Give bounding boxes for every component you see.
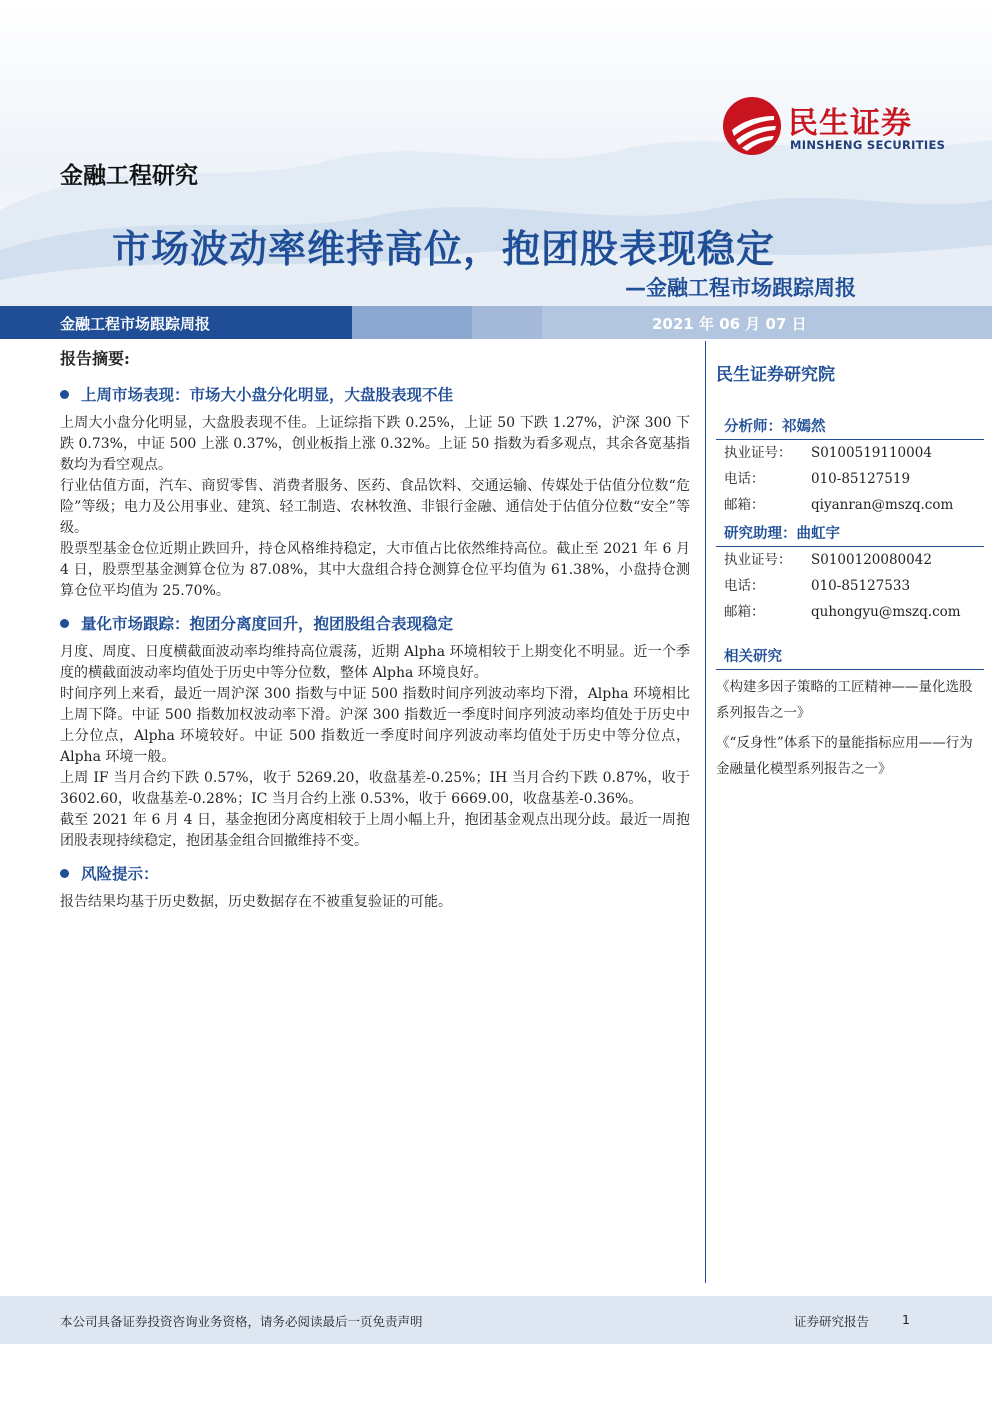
report-series-name: 金融工程市场跟踪周报 <box>60 315 211 333</box>
related-research-item[interactable]: 《构建多因子策略的工匠精神——量化选股系列报告之一》 <box>716 679 973 721</box>
logo-english-name: MINSHENG SECURITIES <box>790 138 946 152</box>
institute-name: 民生证券研究院 <box>716 365 835 385</box>
analyst-email-link[interactable]: qiyanran@mszq.com <box>811 497 954 513</box>
title-bar <box>0 306 992 339</box>
bullet-icon <box>60 869 69 878</box>
paragraph: 时间序列上来看，最近一周沪深 300 指数与中证 500 指数时间序列波动率均下滑，Alpha 环境相比上周下降。中证 500 指数加权波动率下滑。沪深 300 指数近一季度时间序列波动率均值处于历史中上分位点，Alpha 环境较好。中证 500 指数近一季度时间序列波动率均值处于历史中等分位点，Alpha 环境一般。 <box>60 686 690 765</box>
info-value: S0100120080042 <box>811 552 932 568</box>
title-bar-light-segment <box>472 306 542 339</box>
related-research-heading: 相关研究 <box>716 645 984 670</box>
paragraph: 上周 IF 当月合约下跌 0.57%，收于 5269.20，收盘基差-0.25%；IH 当月合约下跌 0.87%，收于 3602.60，收盘基差-0.28%；IC 当月合约上涨 0.53%，收于 6669.00，收盘基差-0.36%。 <box>60 770 690 807</box>
summary-title: 报告摘要: <box>60 349 130 368</box>
paragraph: 报告结果均基于历史数据，历史数据存在不被重复验证的可能。 <box>60 894 452 910</box>
analyst-license-row <box>716 440 984 466</box>
report-category: 金融工程研究 <box>60 163 198 189</box>
paragraph: 截至 2021 年 6 月 4 日，基金抱团分离度相较于上周小幅上升，抱团基金观点出现分歧。最近一周抱团股表现持续稳定，抱团基金组合回撤维持不变。 <box>60 812 690 849</box>
analyst-heading: 分析师：祁嫣然 <box>716 415 984 440</box>
bullet-icon <box>60 390 69 399</box>
info-key: 邮箱： <box>724 604 765 620</box>
report-title: 市场波动率维持高位，抱团股表现稳定 <box>112 227 776 271</box>
report-date: 2021 年 06 月 07 日 <box>652 315 807 333</box>
logo-name: 民生证券 <box>788 106 912 141</box>
section-heading-text: 量化市场跟踪：抱团分离度回升，抱团股组合表现稳定 <box>81 614 454 633</box>
info-key: 电话： <box>724 471 765 487</box>
paragraph: 月度、周度、日度横截面波动率均维持高位震荡，近期 Alpha 环境相较于上期变化不明显。近一个季度的横截面波动率均值处于历史中等分位数，整体 Alpha 环境良好。 <box>60 644 690 681</box>
column-divider <box>705 341 706 1283</box>
info-value: S0100519110004 <box>811 445 932 461</box>
analyst-email-row <box>716 492 984 518</box>
info-key: 电话： <box>724 578 765 594</box>
footer-doc-type: 证券研究报告 <box>794 1314 870 1329</box>
info-key: 执业证号： <box>724 445 792 461</box>
page-number: 1 <box>902 1312 910 1327</box>
info-value: 010-85127519 <box>811 471 911 487</box>
section-heading-market <box>60 383 690 405</box>
company-logo <box>722 96 952 158</box>
footer-disclaimer: 本公司具备证券投资咨询业务资格，请务必阅读最后一页免责声明 <box>60 1314 423 1329</box>
section-heading-text: 风险提示： <box>81 864 159 883</box>
minsheng-logo-icon <box>722 96 782 156</box>
info-key: 执业证号： <box>724 552 792 568</box>
report-subtitle: —金融工程市场跟踪周报 <box>625 276 856 300</box>
info-key: 邮箱： <box>724 497 765 513</box>
related-research-item[interactable]: 《“反身性”体系下的量能指标应用——行为金融量化模型系列报告之一》 <box>716 735 973 777</box>
assistant-email-link[interactable]: quhongyu@mszq.com <box>811 604 961 620</box>
section-heading-risk <box>60 862 690 884</box>
paragraph: 股票型基金仓位近期止跌回升，持仓风格维持稳定，大市值占比依然维持高位。截止至 2021 年 6 月 4 日，股票型基金测算仓位为 87.08%，其中大盘组合持仓测算仓位平均值为 61.38%，小盘持仓测算仓位平均值为 25.70%。 <box>60 541 690 599</box>
info-value: 010-85127533 <box>811 578 911 594</box>
paragraph: 行业估值方面，汽车、商贸零售、消费者服务、医药、食品饮料、交通运输、传媒处于估值分位数“危险”等级；电力及公用事业、建筑、轻工制造、农林牧渔、非银行金融、通信处于估值分位数“安全”等级。 <box>60 478 690 536</box>
paragraph: 上周大小盘分化明显，大盘股表现不佳。上证综指下跌 0.25%，上证 50 下跌 1.27%，沪深 300 下跌 0.73%，中证 500 上涨 0.37%，创业板指上涨 0.32%。上证 50 指数为看多观点，其余各宽基指数均为看空观点。 <box>60 415 690 473</box>
assistant-phone-row <box>716 573 984 599</box>
page-footer <box>0 1296 992 1344</box>
bullet-icon <box>60 619 69 628</box>
title-bar-mid-segment <box>352 306 472 339</box>
analyst-phone-row <box>716 466 984 492</box>
assistant-heading: 研究助理：曲虹宇 <box>724 525 840 542</box>
assistant-email-row <box>716 599 984 625</box>
section-heading-quant <box>60 612 690 634</box>
section-heading-text: 上周市场表现：市场大小盘分化明显，大盘股表现不佳 <box>81 385 454 404</box>
assistant-license-row <box>716 547 984 573</box>
sidebar <box>716 346 984 782</box>
summary-column <box>60 346 690 913</box>
